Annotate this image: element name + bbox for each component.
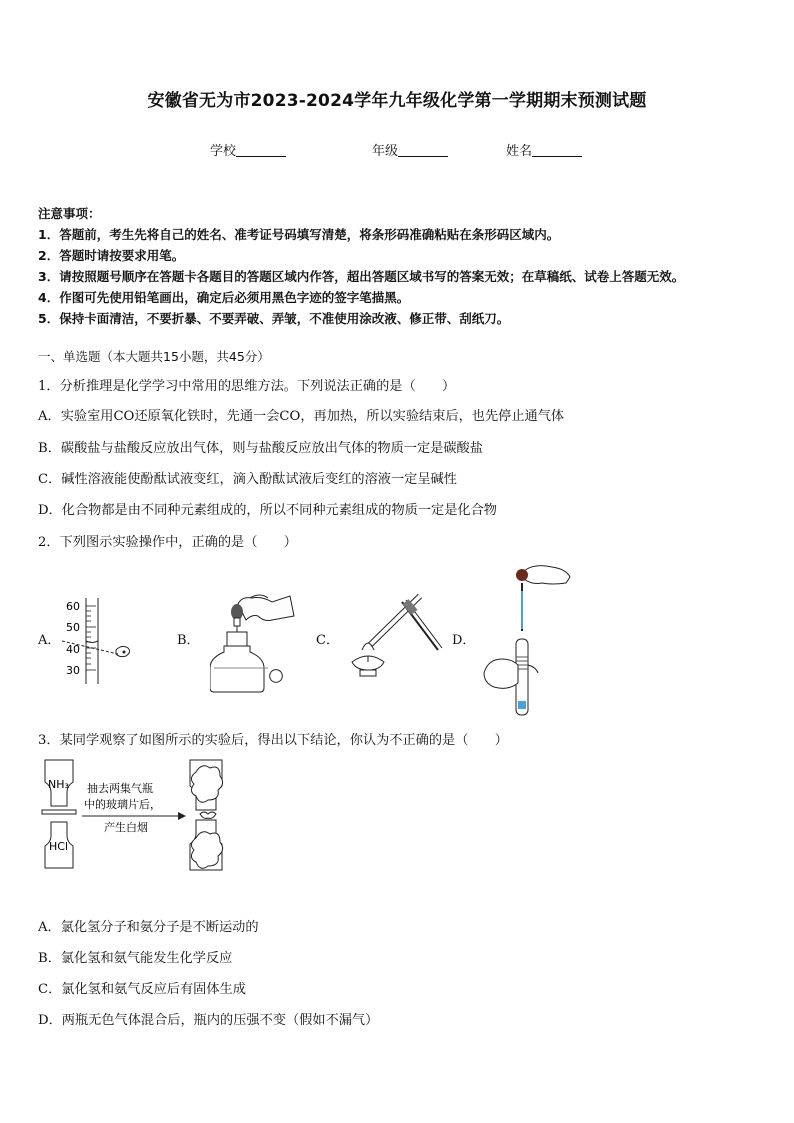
gas-bottle-figure [40,758,235,873]
dropper-bottle-figure [210,588,295,696]
dropper-testtube-figure [480,561,575,719]
section-heading: 一、单选题（本大题共15小题，共45分） [38,349,270,364]
note-item: 4．作图可先使用铅笔画出，确定后必须用黑色字迹的签字笔描黑。 [38,290,410,305]
top-gas-label: NH₃ [48,778,69,791]
page-title: 安徽省无为市2023-2024学年九年级化学第一学期期末预测试题 [147,91,647,111]
grade-label: 年级 [372,144,399,159]
cylinder-tick-label: 40 [66,643,80,656]
student-info-row [0,140,794,160]
name-blank[interactable] [532,142,582,157]
q1-option-c[interactable]: C．碱性溶液能使酚酞试液变红，滴入酚酞试液后变红的溶液一定呈碱性 [38,472,457,487]
cylinder-tick-label: 50 [66,621,80,634]
graduated-cylinder-figure [60,596,140,686]
q2-option-a-label[interactable]: A． [38,633,61,648]
q1-option-d[interactable]: D．化合物都是由不同种元素组成的，所以不同种元素组成的物质一定是化合物 [38,503,497,518]
q3-option-c[interactable]: C．氯化氢和氨气反应后有固体生成 [38,982,246,997]
note-item: 1．答题前，考生先将自己的姓名、准考证号码填写清楚，将条形码准确粘贴在条形码区域内。 [38,227,560,242]
notes-block [38,203,768,329]
q3-option-a[interactable]: A．氯化氢分子和氨分子是不断运动的 [38,920,259,935]
school-field[interactable] [210,140,286,159]
cylinder-tick-label: 30 [66,664,80,677]
arrow-caption-line: 中的玻璃片后， [84,798,161,811]
bottom-gas-label: HCl [49,840,69,853]
arrow-caption-line: 抽去两集气瓶 [87,782,153,795]
cylinder-tick-label: 60 [66,600,80,613]
q2-option-c-label[interactable]: C． [316,633,339,648]
grade-field[interactable] [372,140,448,159]
name-field[interactable] [506,140,582,159]
q2-option-d-label[interactable]: D． [452,633,476,648]
school-label: 学校 [210,144,237,159]
notes-heading: 注意事项： [38,206,101,221]
name-label: 姓名 [506,144,533,159]
question-2-stem: 2．下列图示实验操作中，正确的是（ ） [38,535,297,550]
heating-tube-figure [340,590,450,690]
arrow-caption-line: 产生白烟 [104,821,148,834]
school-blank[interactable] [236,142,286,157]
grade-blank[interactable] [398,142,448,157]
question-3-stem: 3．某同学观察了如图所示的实验后，得出以下结论，你认为不正确的是（ ） [38,733,508,748]
note-item: 5．保持卡面清洁，不要折暴、不要弄破、弄皱，不准使用涂改液、修正带、刮纸刀。 [38,311,510,326]
q3-option-b[interactable]: B．氯化氢和氨气能发生化学反应 [38,951,233,966]
q3-option-d[interactable]: D．两瓶无色气体混合后，瓶内的压强不变（假如不漏气） [38,1013,379,1028]
q2-option-b-label[interactable]: B． [177,633,200,648]
question-1-stem: 1．分析推理是化学学习中常用的思维方法。下列说法正确的是（ ） [38,379,456,394]
note-item: 2．答题时请按要求用笔。 [38,248,185,263]
q1-option-b[interactable]: B．碳酸盐与盐酸反应放出气体，则与盐酸反应放出气体的物质一定是碳酸盐 [38,441,483,456]
note-item: 3．请按照题号顺序在答题卡各题目的答题区域内作答，超出答题区域书写的答案无效；在草稿纸、试卷上答题无效。 [38,269,685,284]
q1-option-a[interactable]: A．实验室用CO还原氧化铁时，先通一会CO，再加热，所以实验结束后，也先停止通气体 [38,409,565,424]
